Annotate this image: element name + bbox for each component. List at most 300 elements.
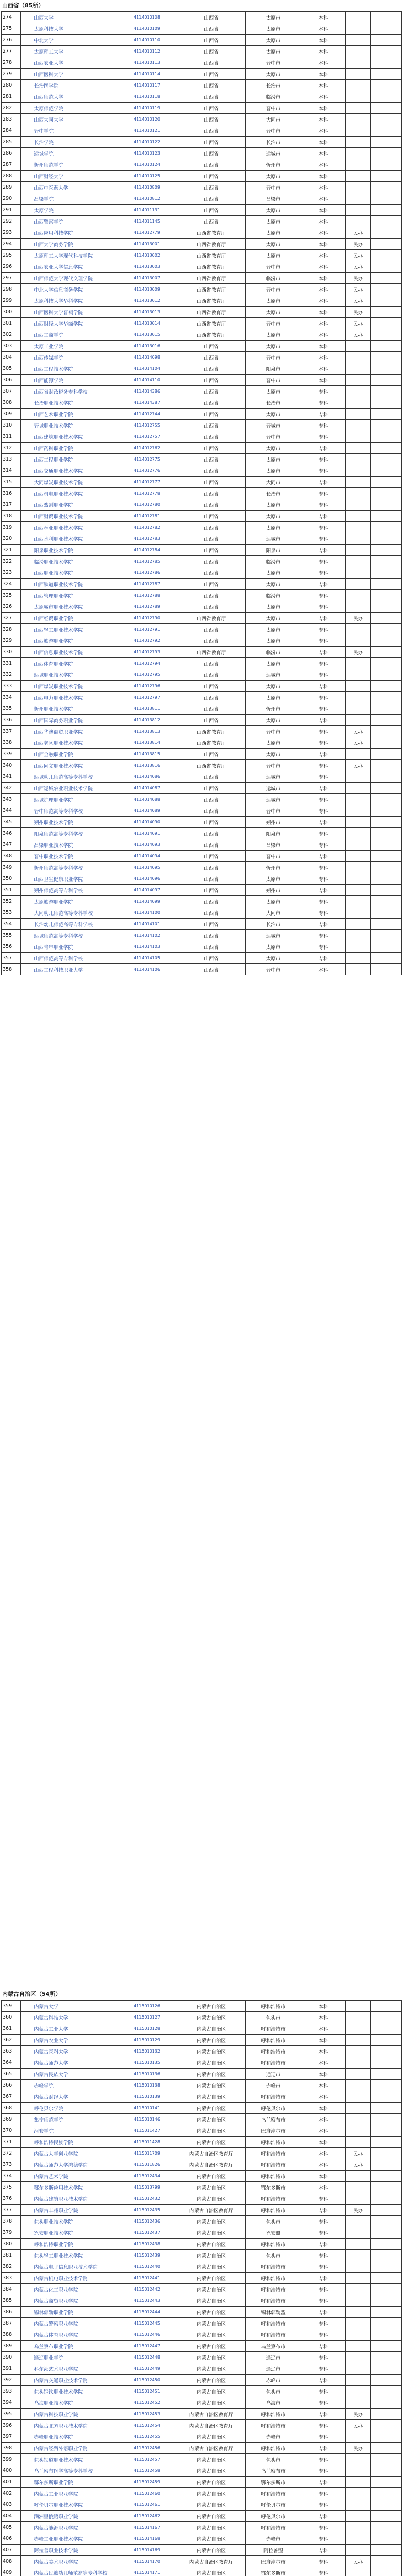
table-row — [2, 35, 402, 46]
level: 专科 — [301, 2193, 346, 2205]
note — [346, 851, 371, 862]
table-row — [2, 2091, 402, 2103]
note — [346, 2227, 371, 2239]
authority: 山西省 — [177, 46, 246, 57]
note — [346, 23, 371, 35]
city: 通辽市 — [246, 2069, 301, 2080]
empty-cell — [371, 545, 402, 556]
authority: 内蒙古自治区 — [177, 2375, 246, 2386]
note — [346, 341, 371, 352]
level: 专科 — [301, 783, 346, 794]
authority: 内蒙古自治区 — [177, 2386, 246, 2397]
level: 专科 — [301, 2443, 346, 2454]
empty-cell — [371, 148, 402, 159]
note — [346, 2001, 371, 2012]
level: 本科 — [301, 193, 346, 205]
school-name: 太原科技大学华科学院 — [21, 295, 117, 307]
table-row — [2, 2363, 402, 2375]
row-index: 315 — [2, 477, 21, 488]
authority: 山西省 — [177, 817, 246, 828]
school-code: 4115012450 — [117, 2375, 177, 2386]
table-row — [2, 828, 402, 839]
city: 包头市 — [246, 2386, 301, 2397]
authority: 内蒙古自治区 — [177, 2477, 246, 2488]
city: 晋中市 — [246, 57, 301, 69]
table-row — [2, 2295, 402, 2307]
empty-cell — [371, 896, 402, 907]
city: 锡林郭勒盟 — [246, 2307, 301, 2318]
authority: 内蒙古自治区教育厅 — [177, 2420, 246, 2431]
note — [346, 46, 371, 57]
school-name: 中北大学信息商务学院 — [21, 284, 117, 295]
city: 呼和浩特市 — [246, 2239, 301, 2250]
school-name: 山西能源学院 — [21, 375, 117, 386]
level: 本科 — [301, 103, 346, 114]
empty-cell — [371, 454, 402, 465]
province-section-shanxi — [1, 0, 401, 975]
level: 本科 — [301, 69, 346, 80]
school-code: 4115012432 — [117, 2193, 177, 2205]
level: 本科 — [301, 205, 346, 216]
empty-cell — [371, 341, 402, 352]
level: 专科 — [301, 805, 346, 817]
school-name: 内蒙古电子信息职业技术学院 — [21, 2261, 117, 2273]
table-row — [2, 2284, 402, 2295]
school-name: 山西信息职业技术学院 — [21, 647, 117, 658]
level: 专科 — [301, 2307, 346, 2318]
table-row — [2, 2239, 402, 2250]
authority: 山西省 — [177, 69, 246, 80]
authority: 山西省 — [177, 715, 246, 726]
school-code: 4114012784 — [117, 545, 177, 556]
note — [346, 2023, 371, 2035]
row-index: 323 — [2, 567, 21, 579]
table-row — [2, 873, 402, 885]
authority: 山西省 — [177, 125, 246, 137]
empty-cell — [371, 647, 402, 658]
note — [346, 69, 371, 80]
city: 鄂尔多斯市 — [246, 2567, 301, 2576]
authority: 山西省 — [177, 216, 246, 227]
school-code: 4114010125 — [117, 171, 177, 182]
city: 兴安盟 — [246, 2227, 301, 2239]
level: 本科 — [301, 2046, 346, 2057]
empty-cell — [371, 352, 402, 363]
row-index: 294 — [2, 239, 21, 250]
school-code: 4115012435 — [117, 2205, 177, 2216]
empty-cell — [371, 556, 402, 567]
empty-cell — [371, 658, 402, 669]
city: 吕梁市 — [246, 839, 301, 851]
level: 专科 — [301, 613, 346, 624]
table-row — [2, 2205, 402, 2216]
empty-cell — [371, 2397, 402, 2409]
authority: 山西省 — [177, 567, 246, 579]
school-code: 4114013815 — [117, 749, 177, 760]
authority: 内蒙古自治区 — [177, 2125, 246, 2137]
authority: 内蒙古自治区 — [177, 2080, 246, 2091]
authority: 山西省 — [177, 885, 246, 896]
level: 本科 — [301, 295, 346, 307]
row-index: 309 — [2, 409, 21, 420]
school-name: 山西艺术职业学院 — [21, 409, 117, 420]
school-code: 4115012437 — [117, 2227, 177, 2239]
authority: 山西省 — [177, 545, 246, 556]
note — [346, 91, 371, 103]
table-row — [2, 2159, 402, 2171]
note: 民办 — [346, 307, 371, 318]
row-index: 322 — [2, 556, 21, 567]
city: 呼和浩特市 — [246, 2273, 301, 2284]
empty-cell — [371, 114, 402, 125]
table-row — [2, 2352, 402, 2363]
empty-cell — [371, 250, 402, 261]
school-name: 朔州师范高等专科学校 — [21, 885, 117, 896]
level: 本科 — [301, 57, 346, 69]
empty-cell — [371, 635, 402, 647]
empty-cell — [371, 499, 402, 511]
city: 呼和浩特市 — [246, 2137, 301, 2148]
authority: 山西省 — [177, 454, 246, 465]
note — [346, 2386, 371, 2397]
row-index: 359 — [2, 2001, 21, 2012]
note — [346, 2375, 371, 2386]
school-code: 4115012447 — [117, 2341, 177, 2352]
city: 太原市 — [246, 658, 301, 669]
school-code: 4114012786 — [117, 567, 177, 579]
table-row — [2, 57, 402, 69]
note — [346, 703, 371, 715]
note: 民办 — [346, 2443, 371, 2454]
city: 太原市 — [246, 511, 301, 522]
row-index: 312 — [2, 443, 21, 454]
school-name: 山西煤炭职业技术学院 — [21, 681, 117, 692]
authority: 山西省教育厅 — [177, 295, 246, 307]
note — [346, 556, 371, 567]
city: 呼和浩特市 — [246, 2420, 301, 2431]
note — [346, 103, 371, 114]
authority: 内蒙古自治区教育厅 — [177, 2205, 246, 2216]
school-name: 山西卫生健康职业学院 — [21, 873, 117, 885]
row-index: 399 — [2, 2454, 21, 2465]
level: 专科 — [301, 885, 346, 896]
city: 太原市 — [246, 227, 301, 239]
school-code: 4114013009 — [117, 284, 177, 295]
row-index: 392 — [2, 2375, 21, 2386]
table-row — [2, 2443, 402, 2454]
empty-cell — [371, 477, 402, 488]
school-code: 4114012789 — [117, 601, 177, 613]
note — [346, 125, 371, 137]
city: 临汾市 — [246, 556, 301, 567]
city: 太原市 — [246, 12, 301, 23]
row-index: 374 — [2, 2171, 21, 2182]
school-code: 4114012797 — [117, 692, 177, 703]
row-index: 293 — [2, 227, 21, 239]
school-code: 4114010118 — [117, 91, 177, 103]
school-code: 4115012459 — [117, 2477, 177, 2488]
school-name: 山西财经大学 — [21, 171, 117, 182]
empty-cell — [371, 737, 402, 749]
school-code: 4114012778 — [117, 488, 177, 499]
authority: 内蒙古自治区 — [177, 2012, 246, 2023]
table-row — [2, 2420, 402, 2431]
note — [346, 193, 371, 205]
empty-cell — [371, 2409, 402, 2420]
row-index: 403 — [2, 2499, 21, 2511]
note — [346, 114, 371, 125]
empty-cell — [371, 386, 402, 397]
authority: 山西省教育厅 — [177, 647, 246, 658]
level: 专科 — [301, 2567, 346, 2576]
level: 本科 — [301, 182, 346, 193]
row-index: 321 — [2, 545, 21, 556]
row-index: 327 — [2, 613, 21, 624]
table-row — [2, 341, 402, 352]
table-row — [2, 919, 402, 930]
authority: 山西省 — [177, 35, 246, 46]
row-index: 352 — [2, 896, 21, 907]
row-index: 339 — [2, 749, 21, 760]
city: 运城市 — [246, 783, 301, 794]
level: 专科 — [301, 862, 346, 873]
level: 本科 — [301, 250, 346, 261]
level: 专科 — [301, 2352, 346, 2363]
level: 专科 — [301, 2511, 346, 2522]
school-name: 乌兰察布医学高等专科学校 — [21, 2465, 117, 2477]
city: 呼和浩特市 — [246, 2159, 301, 2171]
school-code: 4115013799 — [117, 2182, 177, 2193]
row-index: 283 — [2, 114, 21, 125]
empty-cell — [371, 760, 402, 771]
note — [346, 2182, 371, 2193]
city: 太原市 — [246, 216, 301, 227]
note — [346, 2273, 371, 2284]
table-row — [2, 2556, 402, 2567]
authority: 山西省 — [177, 431, 246, 443]
city: 太原市 — [246, 692, 301, 703]
school-code: 4114014098 — [117, 352, 177, 363]
note — [346, 409, 371, 420]
school-name: 朔州职业技术学院 — [21, 817, 117, 828]
authority: 山西省 — [177, 488, 246, 499]
row-index: 314 — [2, 465, 21, 477]
note — [346, 2069, 371, 2080]
authority: 内蒙古自治区 — [177, 2499, 246, 2511]
note: 民办 — [346, 261, 371, 273]
table-row — [2, 159, 402, 171]
empty-cell — [371, 2363, 402, 2375]
row-index: 387 — [2, 2318, 21, 2329]
school-name: 山西大学商务学院 — [21, 239, 117, 250]
empty-cell — [371, 873, 402, 885]
school-name: 阳泉职业技术学院 — [21, 545, 117, 556]
row-index: 362 — [2, 2035, 21, 2046]
note: 民办 — [346, 647, 371, 658]
row-index: 285 — [2, 137, 21, 148]
table-row — [2, 2409, 402, 2420]
school-name: 山西戏剧职业学院 — [21, 499, 117, 511]
empty-cell — [371, 57, 402, 69]
school-code: 4114014103 — [117, 941, 177, 953]
note: 民办 — [346, 329, 371, 341]
city: 阳泉市 — [246, 363, 301, 375]
level: 专科 — [301, 669, 346, 681]
empty-cell — [371, 839, 402, 851]
note — [346, 828, 371, 839]
row-index: 291 — [2, 205, 21, 216]
school-name: 山西交通职业技术学院 — [21, 465, 117, 477]
school-name: 山西工程科技职业大学 — [21, 964, 117, 975]
level: 本科 — [301, 125, 346, 137]
row-index: 350 — [2, 873, 21, 885]
level: 专科 — [301, 953, 346, 964]
table-row — [2, 171, 402, 182]
level: 专科 — [301, 420, 346, 431]
school-name: 山西财经大学华商学院 — [21, 318, 117, 329]
table-row — [2, 114, 402, 125]
school-name: 内蒙古化工职业学院 — [21, 2284, 117, 2295]
city: 通辽市 — [246, 2363, 301, 2375]
authority: 内蒙古自治区教育厅 — [177, 2443, 246, 2454]
authority: 山西省 — [177, 851, 246, 862]
row-index: 360 — [2, 2012, 21, 2023]
authority: 山西省教育厅 — [177, 726, 246, 737]
school-name: 晋城职业技术学院 — [21, 420, 117, 431]
empty-cell — [371, 295, 402, 307]
school-code: 4114014091 — [117, 828, 177, 839]
school-name: 山西师范高等专科学校 — [21, 953, 117, 964]
school-code: 4114014106 — [117, 964, 177, 975]
school-name: 呼伦贝尔学院 — [21, 2103, 117, 2114]
level: 本科 — [301, 227, 346, 239]
table-row — [2, 363, 402, 375]
row-index: 377 — [2, 2205, 21, 2216]
school-code: 4114010108 — [117, 12, 177, 23]
city: 晋中市 — [246, 964, 301, 975]
authority: 山西省 — [177, 681, 246, 692]
school-code: 4115014168 — [117, 2533, 177, 2545]
empty-cell — [371, 2205, 402, 2216]
city: 巴彦淖尔市 — [246, 2125, 301, 2137]
note: 民办 — [346, 2159, 371, 2171]
school-name: 内蒙古机电职业技术学院 — [21, 2273, 117, 2284]
empty-cell — [371, 703, 402, 715]
city: 乌兰察布市 — [246, 2465, 301, 2477]
school-name: 内蒙古北方职业技术学院 — [21, 2420, 117, 2431]
school-name: 包头钢铁职业技术学院 — [21, 2386, 117, 2397]
authority: 内蒙古自治区 — [177, 2488, 246, 2499]
table-row — [2, 216, 402, 227]
table-row — [2, 737, 402, 749]
empty-cell — [371, 465, 402, 477]
table-row — [2, 465, 402, 477]
empty-cell — [371, 2261, 402, 2273]
authority: 山西省教育厅 — [177, 329, 246, 341]
authority: 山西省 — [177, 953, 246, 964]
school-name: 太原学院 — [21, 205, 117, 216]
school-name: 赤峰学院 — [21, 2080, 117, 2091]
row-index: 288 — [2, 171, 21, 182]
row-index: 290 — [2, 193, 21, 205]
authority: 山西省 — [177, 171, 246, 182]
school-code: 4115012440 — [117, 2261, 177, 2273]
table-row — [2, 556, 402, 567]
empty-cell — [371, 2148, 402, 2159]
level: 专科 — [301, 499, 346, 511]
row-index: 316 — [2, 488, 21, 499]
school-name: 内蒙古医科大学 — [21, 2046, 117, 2057]
school-code: 4114012792 — [117, 635, 177, 647]
city: 太原市 — [246, 171, 301, 182]
level: 专科 — [301, 2329, 346, 2341]
authority: 山西省 — [177, 522, 246, 533]
level: 本科 — [301, 91, 346, 103]
school-code: 4114010119 — [117, 103, 177, 114]
table-row — [2, 397, 402, 409]
table-row — [2, 2341, 402, 2352]
empty-cell — [371, 2182, 402, 2193]
authority: 山西省 — [177, 386, 246, 397]
school-code: 4115014167 — [117, 2522, 177, 2533]
level: 本科 — [301, 964, 346, 975]
authority: 内蒙古自治区教育厅 — [177, 2148, 246, 2159]
empty-cell — [371, 590, 402, 601]
row-index: 306 — [2, 375, 21, 386]
school-name: 山西工程职业学院 — [21, 454, 117, 465]
school-name: 内蒙古警察职业学院 — [21, 2318, 117, 2329]
authority: 内蒙古自治区 — [177, 2069, 246, 2080]
row-index: 345 — [2, 817, 21, 828]
school-name: 内蒙古体育职业学院 — [21, 2329, 117, 2341]
level: 专科 — [301, 647, 346, 658]
school-code: 4114012795 — [117, 669, 177, 681]
authority: 内蒙古自治区 — [177, 2352, 246, 2363]
table-row — [2, 579, 402, 590]
row-index: 330 — [2, 647, 21, 658]
note: 民办 — [346, 726, 371, 737]
table-row — [2, 715, 402, 726]
authority: 山西省 — [177, 341, 246, 352]
city: 呼和浩特市 — [246, 2023, 301, 2035]
level: 本科 — [301, 2114, 346, 2125]
level: 专科 — [301, 919, 346, 930]
note — [346, 692, 371, 703]
note — [346, 2352, 371, 2363]
note — [346, 2250, 371, 2261]
level: 本科 — [301, 137, 346, 148]
school-name: 太原城市职业技术学院 — [21, 601, 117, 613]
table-row — [2, 193, 402, 205]
level: 专科 — [301, 2477, 346, 2488]
school-code: 4114014086 — [117, 771, 177, 783]
city: 晋中市 — [246, 103, 301, 114]
empty-cell — [371, 2250, 402, 2261]
school-code: 4115012438 — [117, 2239, 177, 2250]
row-index: 357 — [2, 953, 21, 964]
note — [346, 862, 371, 873]
level: 专科 — [301, 2556, 346, 2567]
row-index: 369 — [2, 2114, 21, 2125]
school-code: 4114013007 — [117, 273, 177, 284]
row-index: 378 — [2, 2216, 21, 2227]
school-name: 晋中师范高等专科学校 — [21, 805, 117, 817]
school-code: 4114012787 — [117, 579, 177, 590]
authority: 山西省 — [177, 137, 246, 148]
row-index: 329 — [2, 635, 21, 647]
school-code: 4114013015 — [117, 329, 177, 341]
empty-cell — [371, 601, 402, 613]
